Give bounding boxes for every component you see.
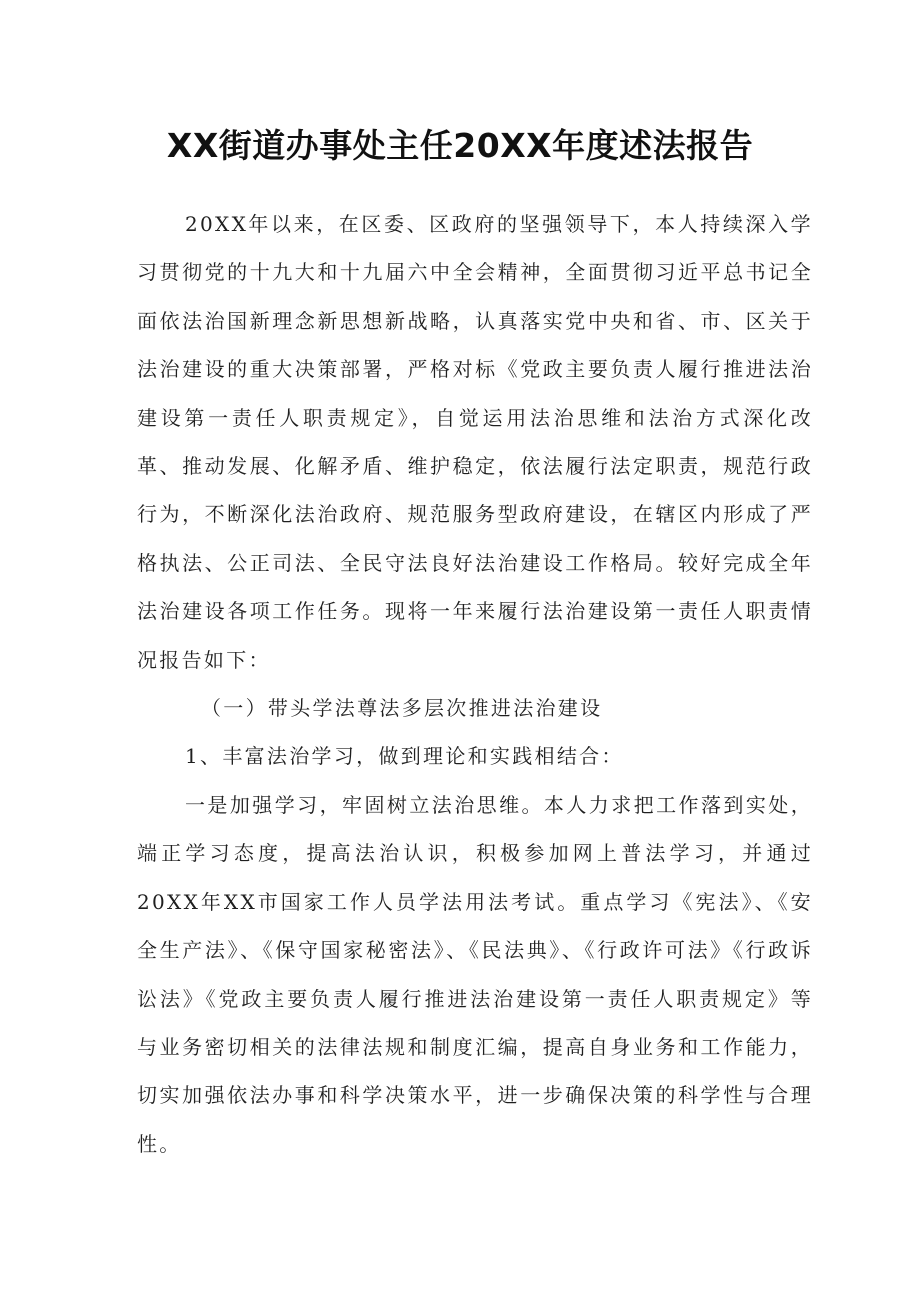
section-heading: （一）带头学法尊法多层次推进法治建设 [201, 696, 603, 721]
document-body [137, 200, 813, 1168]
subheading-1: 1、丰富法治学习，做到理论和实践相结合： [185, 744, 624, 769]
study-paragraph: 一是加强学习，牢固树立法治思维。本人力求把工作落到实处，端正学习态度，提高法治认识，积极参加网上普法学习，并通过20XX年XX市国家工作人员学法用法考试。重点学习《宪法》、《安全生产法》、《保守国家秘密法》、《民法典》、《行政许可法》《行政诉讼法》《党政主要负责人履行推进法治建设第一责任人职责规定》等与业务密切相关的法律法规和制度汇编，提高自身业务和工作能力，切实加强依法办事和科学决策水平，进一步确保决策的科学性与合理性。 [137, 792, 813, 1156]
intro-paragraph: 20XX年以来，在区委、区政府的坚强领导下，本人持续深入学习贯彻党的十九大和十九届六中全会精神，全面贯彻习近平总书记全面依法治国新理念新思想新战略，认真落实党中央和省、市、区关于法治建设的重大决策部署，严格对标《党政主要负责人履行推进法治建设第一责任人职责规定》，自觉运用法治思维和法治方式深化改革、推动发展、化解矛盾、维护稳定，依法履行法定职责，规范行政行为，不断深化法治政府、规范服务型政府建设，在辖区内形成了严格执法、公正司法、全民守法良好法治建设工作格局。较好完成全年法治建设各项工作任务。现将一年来履行法治建设第一责任人职责情况报告如下： [137, 212, 813, 672]
document-title: XX街道办事处主任20XX年度述法报告 [166, 126, 754, 165]
